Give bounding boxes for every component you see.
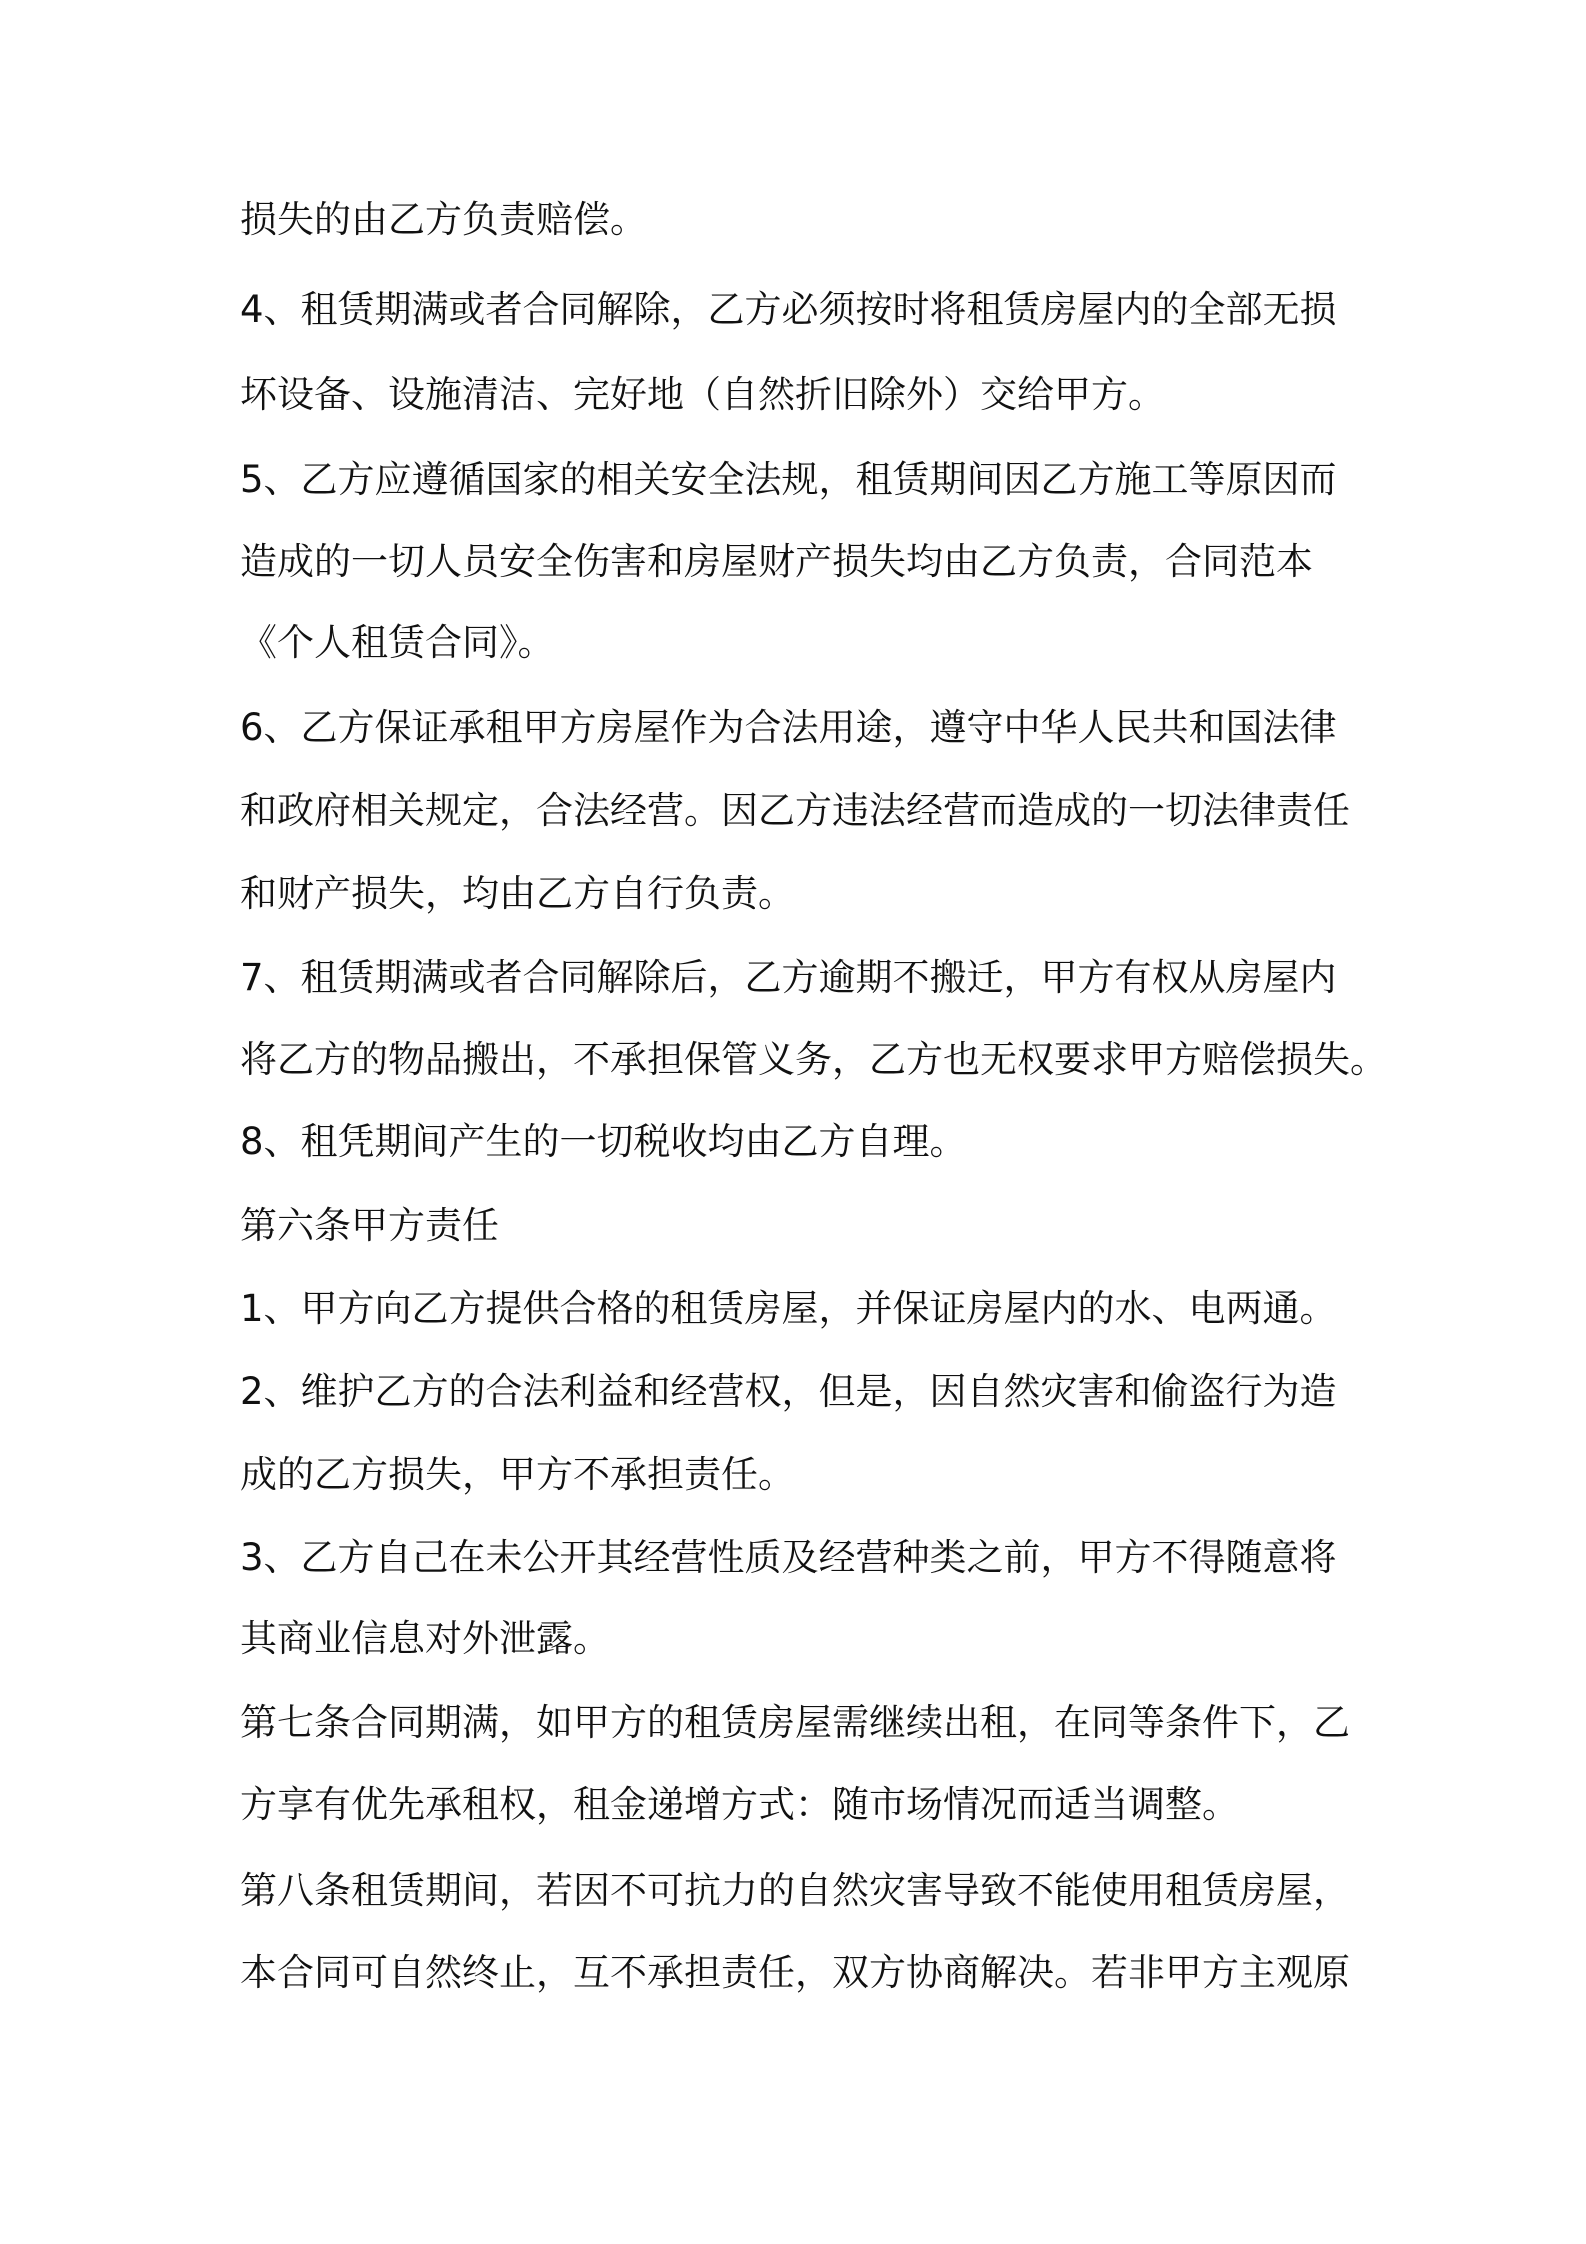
text-line: 成的乙方损失，甲方不承担责任。 xyxy=(240,1453,795,1496)
text-line: 2、维护乙方的合法利益和经营权，但是，因自然灾害和偷盗行为造 xyxy=(240,1370,1337,1413)
text-line: 7、租赁期满或者合同解除后，乙方逾期不搬迁，甲方有权从房屋内 xyxy=(240,956,1337,999)
text-line: 坏设备、设施清洁、完好地（自然折旧除外）交给甲方。 xyxy=(240,373,1165,416)
text-line: 第八条租赁期间，若因不可抗力的自然灾害导致不能使用租赁房屋， xyxy=(240,1869,1350,1912)
text-line: 4、租赁期满或者合同解除，乙方必须按时将租赁房屋内的全部无损 xyxy=(240,288,1337,331)
text-line: 和财产损失，均由乙方自行负责。 xyxy=(240,872,795,915)
text-line: 方享有优先承租权，租金递增方式：随市场情况而适当调整。 xyxy=(240,1783,1239,1826)
text-line: 6、乙方保证承租甲方房屋作为合法用途，遵守中华人民共和国法律 xyxy=(240,706,1337,749)
text-line: 其商业信息对外泄露。 xyxy=(240,1617,610,1660)
section-heading: 第六条甲方责任 xyxy=(240,1204,499,1247)
text-line: 第七条合同期满，如甲方的租赁房屋需继续出租，在同等条件下，乙 xyxy=(240,1701,1350,1744)
text-line: 和政府相关规定，合法经营。因乙方违法经营而造成的一切法律责任 xyxy=(240,789,1350,832)
text-line: 3、乙方自己在未公开其经营性质及经营种类之前，甲方不得随意将 xyxy=(240,1536,1337,1579)
text-line: 《个人租赁合同》。 xyxy=(240,621,555,664)
text-line: 将乙方的物品搬出，不承担保管义务，乙方也无权要求甲方赔偿损失。 xyxy=(240,1038,1387,1081)
text-line: 1、甲方向乙方提供合格的租赁房屋，并保证房屋内的水、电两通。 xyxy=(240,1287,1337,1330)
text-line: 8、租凭期间产生的一切税收均由乙方自理。 xyxy=(240,1120,967,1163)
text-line: 本合同可自然终止，互不承担责任，双方协商解决。若非甲方主观原 xyxy=(240,1951,1350,1994)
text-line: 造成的一切人员安全伤害和房屋财产损失均由乙方负责，合同范本 xyxy=(240,540,1313,583)
text-line: 5、乙方应遵循国家的相关安全法规，租赁期间因乙方施工等原因而 xyxy=(240,458,1337,501)
text-line: 损失的由乙方负责赔偿。 xyxy=(240,198,647,241)
